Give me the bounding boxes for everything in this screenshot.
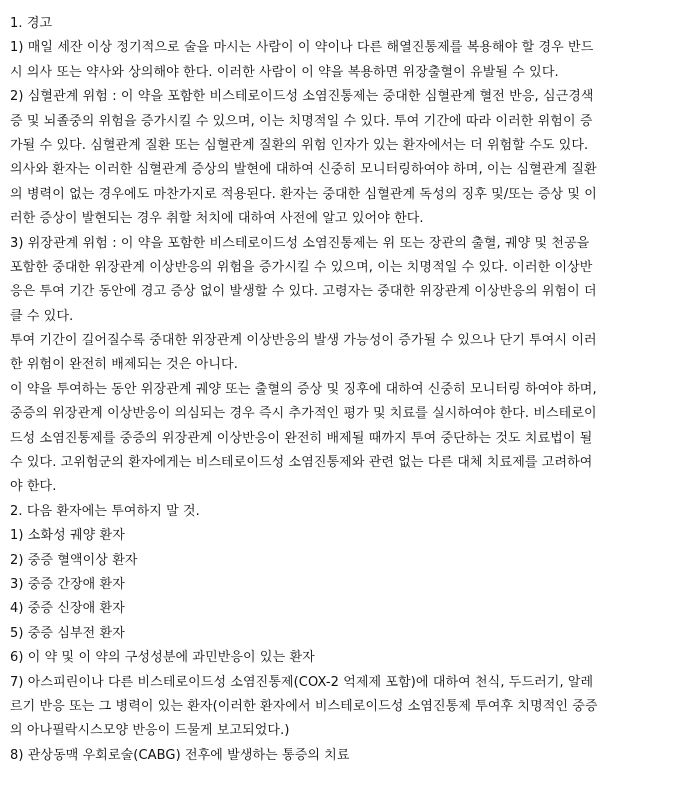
section-heading-contraindications: 2. 다음 환자에는 투여하지 말 것. — [10, 503, 200, 519]
text-line: 중증의 위장관계 이상반응이 의심되는 경우 즉시 추가적인 평가 및 치료를 실시하여야 한다. 비스테로이 — [10, 406, 597, 422]
document-body — [10, 12, 670, 768]
text-line: 응은 투여 기간 동안에 경고 증상 없이 발생할 수 있다. 고령자는 중대한 위장관계 이상반응의 위험이 더 — [10, 284, 597, 300]
text-line: 증 및 뇌졸중의 위험을 증가시킬 수 있으며, 이는 치명적일 수 있다. 투여 기간에 따라 이러한 위험이 증 — [10, 113, 593, 129]
text-line: 시 의사 또는 약사와 상의해야 한다. 이러한 사람이 이 약을 복용하면 위장출혈이 유발될 수 있다. — [10, 64, 559, 80]
text-line: 가될 수 있다. 심혈관계 질환 또는 심혈관계 질환의 위험 인자가 있는 환자에서는 더 위험할 수도 있다. — [10, 137, 589, 153]
text-line: 야 한다. — [10, 479, 57, 495]
list-item: 1) 소화성 궤양 환자 — [10, 528, 125, 544]
text-line: 한 위험이 완전히 배제되는 것은 아니다. — [10, 357, 238, 373]
text-line: 수 있다. 고위험군의 환자에게는 비스테로이드성 소염진통제와 관련 없는 다른 대체 치료제를 고려하여 — [10, 455, 593, 471]
text-line: 르기 반응 또는 그 병력이 있는 환자(이러한 환자에서 비스테로이드성 소염진통제 투여후 치명적인 중증 — [10, 698, 598, 714]
text-line: 의사와 환자는 이러한 심혈관계 증상의 발현에 대하여 신중히 모니터링하여야 하며, 이는 심혈관계 질환 — [10, 162, 597, 178]
section-heading-warning: 1. 경고 — [10, 16, 53, 31]
text-line: 포함한 중대한 위장관계 이상반응의 위험을 증가시킬 수 있으며, 이는 치명적일 수 있다. 이러한 이상반 — [10, 259, 593, 275]
text-line: 이 약을 투여하는 동안 위장관계 궤양 또는 출혈의 증상 및 징후에 대하여 신중히 모니터링 하여야 하며, — [10, 381, 597, 397]
list-item: 8) 관상동맥 우회로술(CABG) 전후에 발생하는 통증의 치료 — [10, 747, 350, 763]
text-line: 1) 매일 세잔 이상 정기적으로 술을 마시는 사람이 이 약이나 다른 해열진통제를 복용해야 할 경우 반드 — [10, 40, 594, 56]
text-line: 3) 위장관계 위험 : 이 약을 포함한 비스테로이드성 소염진통제는 위 또는 장관의 출혈, 궤양 및 천공을 — [10, 235, 590, 251]
list-item: 2) 중증 혈액이상 환자 — [10, 552, 138, 568]
text-line: 2) 심혈관계 위험 : 이 약을 포함한 비스테로이드성 소염진통제는 중대한 심혈관계 혈전 반응, 심근경색 — [10, 89, 594, 105]
list-item: 5) 중증 심부전 환자 — [10, 625, 125, 641]
list-item: 3) 중증 간장애 환자 — [10, 576, 125, 592]
list-item: 4) 중증 신장애 환자 — [10, 601, 125, 617]
text-line: 드성 소염진통제를 중증의 위장관계 이상반응이 완전히 배제될 때까지 투여 중단하는 것도 치료법이 될 — [10, 430, 593, 446]
list-item: 7) 아스피린이나 다른 비스테로이드성 소염진통제(COX-2 억제제 포함)에 대하여 천식, 두드러기, 알레 — [10, 674, 594, 690]
list-item: 6) 이 약 및 이 약의 구성성분에 과민반응이 있는 환자 — [10, 650, 315, 666]
text-line: 투여 기간이 길어질수록 중대한 위장관계 이상반응의 발생 가능성이 증가될 수 있으나 단기 투여시 이러 — [10, 333, 597, 349]
text-line: 클 수 있다. — [10, 308, 74, 324]
text-line: 의 아나필락시스모양 반응이 드물게 보고되었다.) — [10, 723, 290, 739]
text-line: 러한 증상이 발현되는 경우 취할 처치에 대하여 사전에 알고 있어야 한다. — [10, 211, 424, 227]
text-line: 의 병력이 없는 경우에도 마찬가지로 적용된다. 환자는 중대한 심혈관계 독성의 징후 및/또는 증상 및 이 — [10, 186, 597, 202]
